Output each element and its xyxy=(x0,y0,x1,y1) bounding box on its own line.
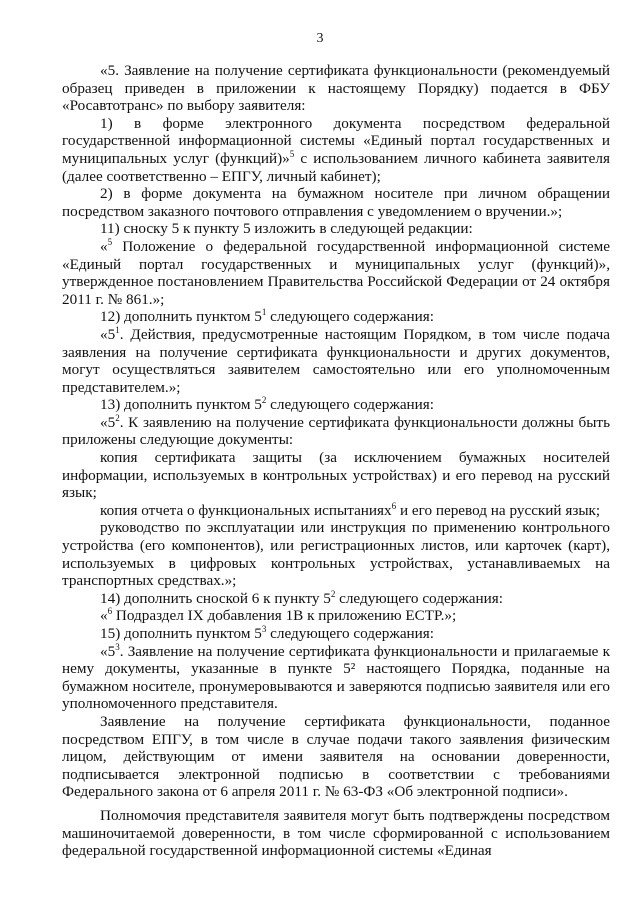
paragraph xyxy=(62,220,610,238)
paragraph-text: 15) дополнить пунктом 5 xyxy=(100,625,262,642)
document-body xyxy=(62,62,610,860)
paragraph-text: Положение о федеральной государственной информационной системе «Единый портал государственных и муниципальных услуг (функций)», утвержденное постановлением Правительства Российской Федерации от 24 октября 2011 г. № 861.»; xyxy=(62,237,610,308)
superscript: 3 xyxy=(115,641,120,652)
superscript: 1 xyxy=(115,324,120,335)
paragraph-text: копия сертификата защиты (за исключением бумажных носителей информации, используемых в контрольных устройствах) и его перевод на русский язык; xyxy=(62,449,610,502)
superscript: 5 xyxy=(289,148,295,159)
paragraph xyxy=(62,590,610,608)
paragraph-text: с использованием личного кабинета заявителя (далее соответственно – ЕПГУ, личный кабинет); xyxy=(62,149,610,185)
superscript: 1 xyxy=(261,307,267,318)
paragraph xyxy=(62,238,610,308)
paragraph xyxy=(62,62,610,115)
paragraph-text: . Заявление на получение сертификата функциональности и прилагаемые к нему документы, указанные в пункте 5² настоящего Порядка, поданные на бумажном носителе, пронумеровываются и заверяются подписью заявителя или его уполномоченного представителя. xyxy=(62,642,610,713)
paragraph-text: копия отчета о функциональных испытаниях xyxy=(100,501,392,519)
paragraph-text: Полномочия представителя заявителя могут быть подтверждены посредством машиночитаемой доверенности, в том числе сформированной с использованием федеральной государственной информационной системы «Единая xyxy=(62,806,610,860)
paragraph-text: « xyxy=(100,237,108,255)
paragraph-text: следующего содержания: xyxy=(266,308,435,326)
superscript: 3 xyxy=(261,623,267,634)
paragraph-text: следующего содержания: xyxy=(266,625,435,642)
paragraph xyxy=(62,713,610,801)
page-number: 3 xyxy=(316,31,324,46)
paragraph xyxy=(62,308,610,326)
superscript: 5 xyxy=(107,236,113,247)
paragraph-text: руководство по эксплуатации или инструкция по применению контрольного устройства (его компонентов), или регистрационных листов, или карточек (карт), используемых в цифровых контрольных устройствах, устанавливаемых на транспортных средствах.»; xyxy=(62,519,610,590)
paragraph-text: 13) дополнить пунктом 5 xyxy=(100,396,262,414)
paragraph-text: «5 xyxy=(100,642,116,660)
paragraph-text: 11) сноску 5 к пункту 5 изложить в следующей редакции: xyxy=(100,220,473,238)
paragraph xyxy=(62,449,610,502)
superscript: 6 xyxy=(391,500,397,511)
paragraph xyxy=(62,185,610,220)
paragraph-text: 12) дополнить пунктом 5 xyxy=(100,308,262,326)
superscript: 2 xyxy=(330,588,336,599)
paragraph-text: «5 xyxy=(100,413,116,431)
paragraph xyxy=(62,625,610,643)
paragraph-text: 1) в форме электронного документа посредством федеральной государственной информационной системы «Единый портал государственных и муниципальных услуг (функций)» xyxy=(62,114,610,167)
paragraph xyxy=(62,326,610,396)
paragraph-text: «5 xyxy=(100,325,116,343)
paragraph xyxy=(62,115,610,185)
superscript: 6 xyxy=(107,606,113,617)
paragraph-text: 14) дополнить сноской 6 к пункту 5 xyxy=(100,589,331,607)
superscript: 2 xyxy=(261,395,267,406)
paragraph xyxy=(62,643,610,713)
paragraph xyxy=(62,807,610,860)
paragraph xyxy=(62,414,610,449)
paragraph-text: 2) в форме документа на бумажном носителе при личном обращении посредством заказного почтового отправления с уведомлением о вручении.»; xyxy=(62,185,610,220)
paragraph-text: . Действия, предусмотренные настоящим Порядком, в том числе подача заявления на получение сертификата функциональности и других документов, могут осуществляться заявителем самостоятельно или его уполномоченным представителем.»; xyxy=(62,325,610,396)
paragraph-text: Подраздел IX добавления 1В к приложению ЕСТР.»; xyxy=(112,607,457,625)
superscript: 2 xyxy=(115,412,120,423)
paragraph xyxy=(62,396,610,414)
paragraph-text: следующего содержания: xyxy=(266,396,435,414)
paragraph-text: Заявление на получение сертификата функциональности, поданное посредством ЕПГУ, в том числе в случае подачи такого заявления физическим лицом, действующим от имени заявителя на основании доверенности, подписывается электронной подписью в соответствии с требованиями Федерального закона от 6 апреля 2011 г. № 63-ФЗ «Об электронной подписи». xyxy=(62,712,610,801)
paragraph-text: «5. Заявление на получение сертификата функциональности (рекомендуемый образец приведен в приложении к настоящему Порядку) подается в ФБУ «Росавтотранс» по выбору заявителя: xyxy=(62,62,610,115)
paragraph xyxy=(62,607,610,625)
paragraph-text: следующего содержания: xyxy=(335,589,503,607)
paragraph xyxy=(62,502,610,520)
paragraph-text: и его перевод на русский язык; xyxy=(396,501,601,519)
paragraph-text: « xyxy=(100,607,108,625)
paragraph-text: . К заявлению на получение сертификата функциональности должны быть приложены следующие документы: xyxy=(62,413,610,449)
paragraph xyxy=(62,519,610,589)
